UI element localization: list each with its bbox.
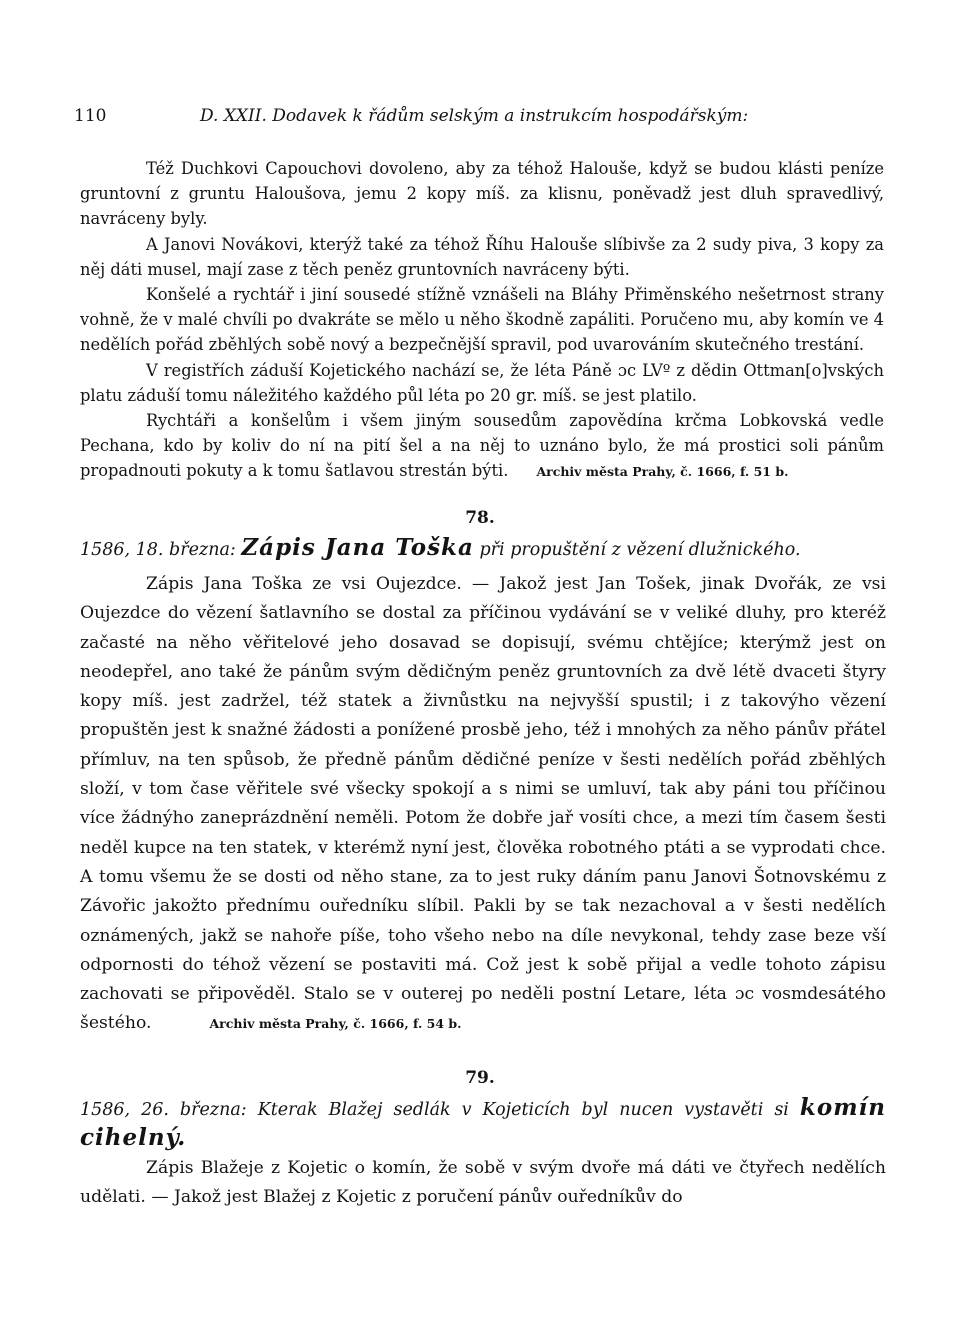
heading-date: 1586, 26. března: [80,1100,247,1120]
paragraph: Konšelé a rychtář i jiní sousedé stížně vznášeli na Bláhy Přiměnského nešetrnost strany vohně, že v malé chvíli po dvakráte se mělo u něho škodně zapáliti. Poručeno mu, aby komín ve 4 nedělích pořád zběhlých sobě nový a bezpečnější spravil, pod uvarováním skutečného trestání. [80,285,884,355]
paragraph: Zápis Blažeje z Kojetic o komín, že sobě v svým dvoře má dáti ve čtyřech nedělích udělati. — Jakož jest Blažej z Kojetic z poručení pánův ouředníkův do [80,1158,886,1208]
previous-entry-text [80,156,884,485]
running-title: D. XXII. Dodavek k řádům selským a instrukcím hospodářským: [200,106,749,126]
entry-body [80,1154,886,1213]
entry-body [80,570,886,1039]
paragraph [80,408,884,485]
heading-text: Kterak Blažej sedlák v Kojeticích byl nucen vystavěti si [257,1100,789,1120]
entry-number: 78. [465,508,495,528]
entry-number: 79. [465,1068,495,1088]
paragraph: V registřích záduší Kojetického nachází se, že léta Páně ɔc LVº z dědin Ottman[o]vských platu záduší tomu náležitého každého půl léta po 20 gr. míš. se jest platilo. [80,360,884,405]
heading-date: 1586, 18. března: [80,540,236,560]
paragraph: Též Duchkovi Capouchovi dovoleno, aby za téhož Halouše, když se budou klásti peníze gruntovní z gruntu Haloušova, jemu 2 kopy míš. za klisnu, poněvadž jest dluh spravedlivý, navráceny byly. [80,159,884,229]
paragraph-text: Zápis Jana Toška ze vsi Oujezdce. — Jakož jest Jan Tošek, jinak Dvořák, ze vsi Oujezdce do vězení šatlavního se dostal za příčinou vydávání se v veliké dluhy, pro kteréž začasté na něho věřitelové jeho dosavad se dopisují, svému chtějíce; kterýmž jest on neodepřel, ano také že pánům svým dědičným peněz gruntovních za dvě létě dvaceti štyry kopy míš. jest zadržel, též statek a živnůstku na nejvyšší spustil; i z takovýho vězení propuštěn jest k snažné žádosti a ponížené prosbě jeho, též i mnohých za něho pánův přátel přímluv, na ten spůsob, že předně pánům dědičné peníze v šesti nedělích pořád zběhlých složí, v tom čase věřitele své všecky spokojí a s nimi se umluví, tak aby páni tou příčinou více žádnýho zaneprázdnění neměli. Potom že dobře jař vosíti chce, a mezi tím časem šesti neděl kupce na ten statek, v kterémž nyní jest, člověka robotného ptáti a se vyprodati chce. A tomu všemu že se dosti od něho stane, za to jest ruky dáním panu Janovi Šotnovskému z Závořic jakožto přednímu ouředníku slíbil. Pakli by se tak nezachoval a v šesti nedělích oznámených, jakž se nahoře píše, toho všeho nebo na díle nevykonal, tehdy zase beze vší odpornosti do téhož vězení se postaviti má. Což jest k sobě přijal a vedle tohoto zápisu zachovati se připověděl. Stalo se v outerej po neděli postní Letare, léta ɔc vosmdesátého šestého. [80,574,886,1034]
source-citation: Archiv města Prahy, č. 1666, f. 54 b. [209,1016,462,1032]
page-header [74,106,884,132]
heading-emphasis: Zápis Jana Toška [241,534,474,561]
heading-text: při propuštění z vězení dlužnického. [479,540,801,560]
entry-heading [80,534,886,564]
paragraph: A Janovi Novákovi, kterýž také za téhož Říhu Halouše slíbivše za 2 sudy piva, 3 kopy za něj dáti musel, mají zase z těch peněz gruntovních navráceny býti. [80,234,884,279]
heading-emphasis: komín cihelný. [80,1094,886,1151]
paragraph-text: Rychtáři a konšelům i všem jiným sousedům zapovědína krčma Lobkovská vedle Pechana, kdo by koliv do ní na pití šel a na něj to uznáno bylo, že má prostici soli pánům propadnouti pokuty a k tomu šatlavou strestán býti. [80,411,884,481]
page-number: 110 [74,106,107,126]
paragraph [80,570,886,1039]
entry-heading [80,1094,886,1154]
source-citation: Archiv města Prahy, č. 1666, f. 51 b. [536,464,789,480]
